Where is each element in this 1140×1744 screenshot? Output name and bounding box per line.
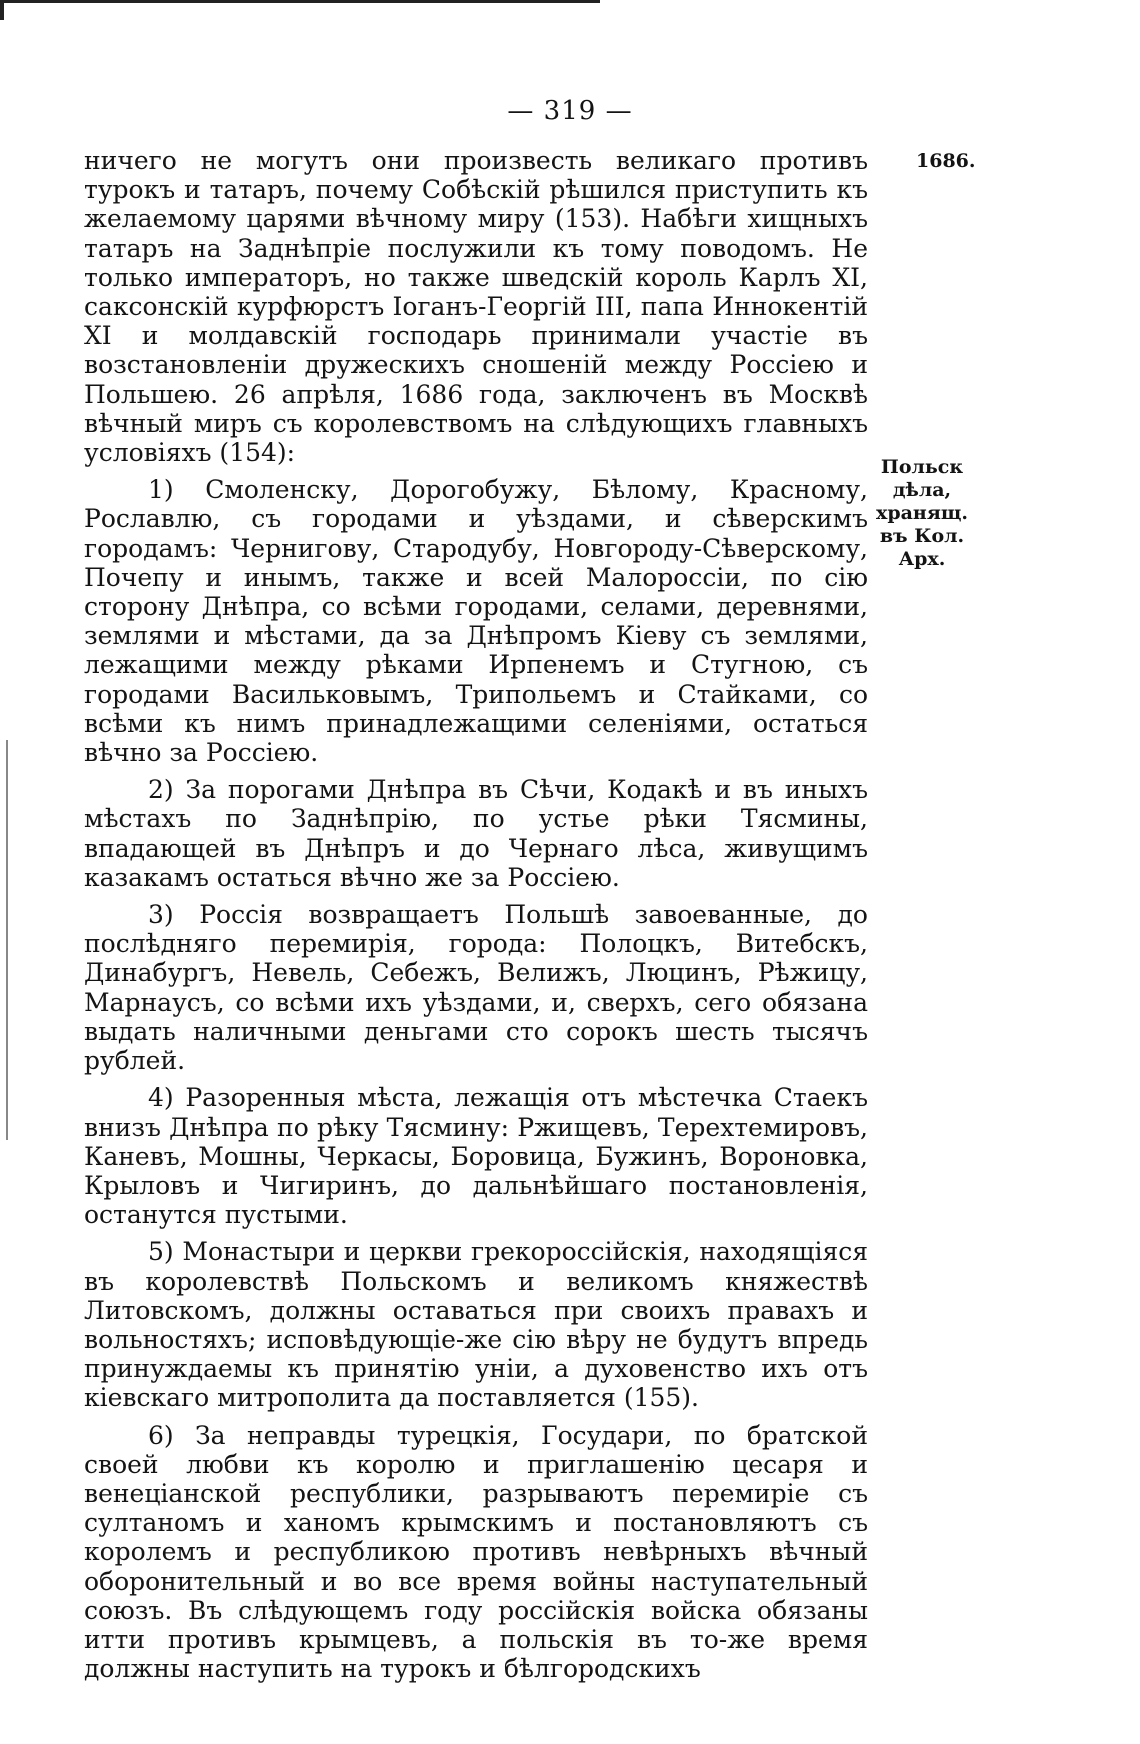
main-text [84,146,868,1683]
margin-note-line: дѣла, [892,479,952,501]
margin-year: 1686. [916,150,976,172]
scan-edge-left [0,0,4,20]
paragraph-intro: ничего не могутъ они произвесть великаго противъ турокъ и татаръ, почему Собѣскій рѣшился приступить къ желаемому царями вѣчному миру (153). Набѣги хищныхъ татаръ на Заднѣпріе послужили къ тому поводомъ. Не только императоръ, но также шведскій король Карлъ XI, саксонскій курфюрстъ Іоганъ-Георгій III, папа Иннокентій XI и молдавскій господарь принимали участіе въ возстановленіи дружескихъ сношеній между Россіею и Польшею. 26 апрѣля, 1686 года, заключенъ въ Москвѣ вѣчный миръ съ королевствомъ на слѣдующихъ главныхъ условіяхъ (154): [84,146,868,468]
margin-note-line: въ Кол. [879,525,965,547]
margin-note-line: Арх. [898,548,946,570]
margin-note [876,456,968,571]
paragraph-clause-4: 4) Разоренныя мѣста, лежащія отъ мѣстечка Стаекъ внизъ Днѣпра по рѣку Тясмину: Ржищевъ, Терехтемировъ, Каневъ, Мошны, Черкасы, Боровица, Бужинъ, Вороновка, Крыловъ и Чигиринъ, до дальнѣйшаго постановленія, останутся пустыми. [84,1083,868,1230]
scan-edge-top [0,0,600,3]
scan-binding-shadow [6,740,8,1140]
paragraph-clause-2: 2) За порогами Днѣпра въ Сѣчи, Кодакѣ и въ иныхъ мѣстахъ по Заднѣпрію, по устье рѣки Тясмины, впадающей въ Днѣпръ и до Чернаго лѣса, живущимъ казакамъ остаться вѣчно же за Россіею. [84,775,868,892]
margin-note-line: хранящ. [876,502,969,524]
paragraph-clause-5: 5) Монастыри и церкви грекороссійскія, находящіяся въ королевствѣ Польскомъ и великомъ княжествѣ Литовскомъ, должны оставаться при своихъ правахъ и вольностяхъ; исповѣдующіе-же сію вѣру не будутъ впредь принуждаемы къ принятію уніи, а духовенство ихъ отъ кіевскаго митрополита да поставляется (155). [84,1237,868,1413]
paragraph-clause-6: 6) За неправды турецкія, Государи, по братской своей любви къ королю и приглашенію цесаря и венеціанской республики, разрываютъ перемиріе съ султаномъ и ханомъ крымскимъ и постановляютъ съ королемъ и республикою противъ невѣрныхъ вѣчный оборонительный и во все время войны наступательный союзъ. Въ слѣдующемъ году россійскія войска обязаны итти противъ крымцевъ, а польскія въ то-же время должны наступить на турокъ и бѣлгородскихъ [84,1420,868,1684]
page-number: — 319 — [507,96,633,126]
margin-note-line: Польск [880,456,964,478]
paragraph-clause-1: 1) Смоленску, Дорогобужу, Бѣлому, Красному, Рославлю, съ городами и уѣздами, и сѣверскимъ городамъ: Чернигову, Стародубу, Новгороду-Сѣверскому, Почепу и инымъ, также и всей Малороссіи, по сію сторону Днѣпра, со всѣми городами, селами, деревнями, землями и мѣстами, да за Днѣпромъ Кіеву съ землями, лежащими между рѣками Ирпенемъ и Стугною, съ городами Васильковымъ, Трипольемъ и Стайками, со всѣми къ нимъ принадлежащими селеніями, остаться вѣчно за Россіею. [84,475,868,768]
paragraph-clause-3: 3) Россія возвращаетъ Польшѣ завоеванные, до послѣдняго перемирія, города: Полоцкъ, Витебскъ, Динабургъ, Невель, Себежъ, Велижъ, Люцинъ, Рѣжицу, Марнаусъ, со всѣми ихъ уѣздами, и, сверхъ, сего обязана выдать наличными деньгами сто сорокъ шесть тысячъ рублей. [84,900,868,1076]
